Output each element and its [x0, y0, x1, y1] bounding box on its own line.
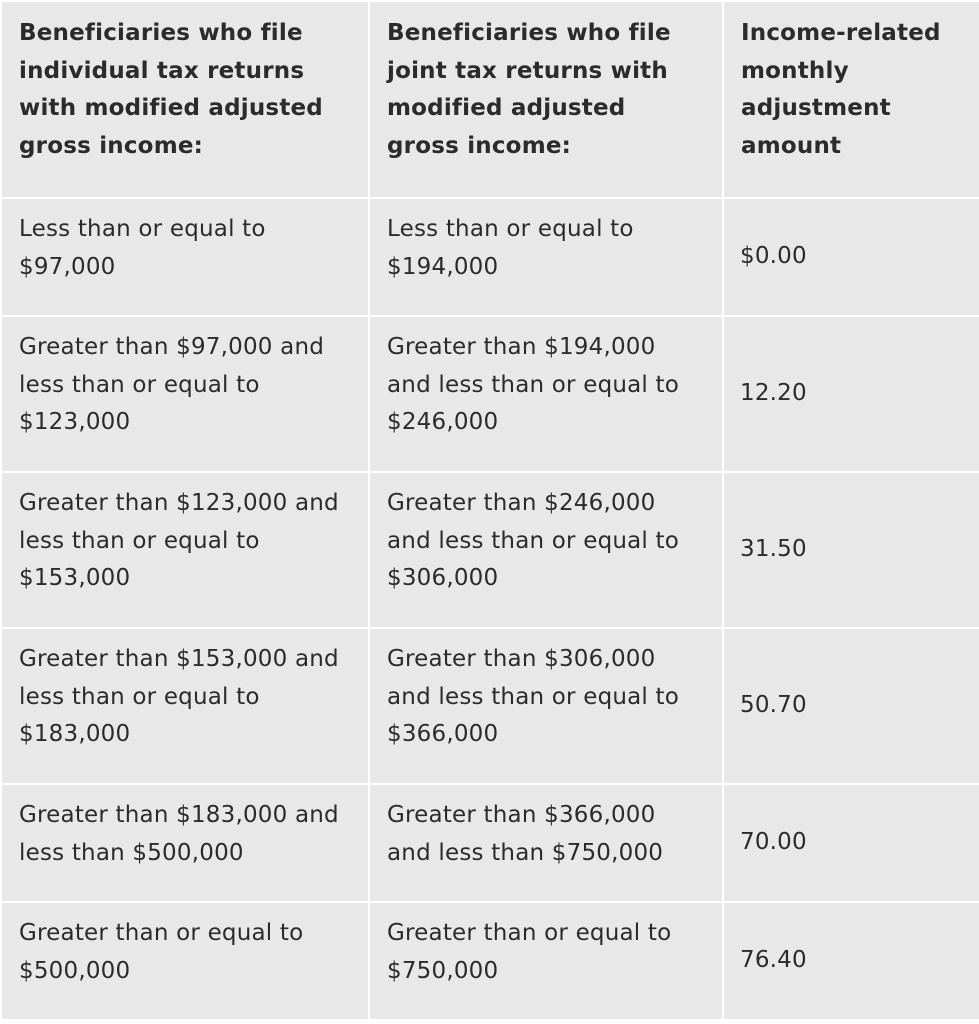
- header-joint-returns: Beneficiaries who file joint tax returns with modified adjusted gross income:: [369, 1, 723, 198]
- cell-amount: 70.00: [723, 784, 979, 902]
- cell-individual: Less than or equal to $97,000: [1, 198, 369, 316]
- table-row: [1, 316, 979, 472]
- cell-individual: Greater than or equal to $500,000: [1, 902, 369, 1020]
- cell-amount: 50.70: [723, 628, 979, 784]
- cell-amount: 12.20: [723, 316, 979, 472]
- cell-individual: Greater than $153,000 and less than or equal to $183,000: [1, 628, 369, 784]
- cell-amount: $0.00: [723, 198, 979, 316]
- cell-amount: 31.50: [723, 472, 979, 628]
- cell-joint: Greater than or equal to $750,000: [369, 902, 723, 1020]
- table-header-row: [1, 1, 979, 198]
- cell-individual: Greater than $123,000 and less than or equal to $153,000: [1, 472, 369, 628]
- table-row: [1, 198, 979, 316]
- table-row: [1, 784, 979, 902]
- cell-individual: Greater than $97,000 and less than or equal to $123,000: [1, 316, 369, 472]
- cell-joint: Less than or equal to $194,000: [369, 198, 723, 316]
- cell-joint: Greater than $306,000 and less than or equal to $366,000: [369, 628, 723, 784]
- table-row: [1, 902, 979, 1020]
- cell-joint: Greater than $366,000 and less than $750,000: [369, 784, 723, 902]
- cell-individual: Greater than $183,000 and less than $500,000: [1, 784, 369, 902]
- header-adjustment-amount: Income-related monthly adjustment amount: [723, 1, 979, 198]
- cell-joint: Greater than $246,000 and less than or equal to $306,000: [369, 472, 723, 628]
- table-row: [1, 472, 979, 628]
- table-row: [1, 628, 979, 784]
- cell-amount: 76.40: [723, 902, 979, 1020]
- header-individual-returns: Beneficiaries who file individual tax returns with modified adjusted gross income:: [1, 1, 369, 198]
- cell-joint: Greater than $194,000 and less than or equal to $246,000: [369, 316, 723, 472]
